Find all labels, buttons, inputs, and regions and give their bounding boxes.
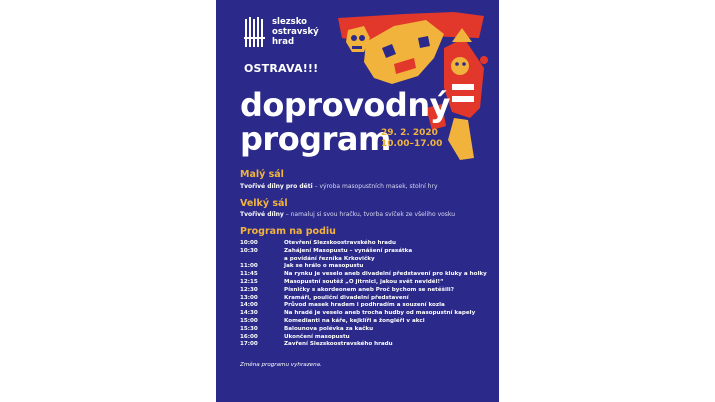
schedule-time: 14:30 — [240, 310, 258, 317]
schedule-row — [240, 248, 490, 256]
section-desc: – výroba masopustních masek, stolní hry — [312, 183, 438, 190]
poster — [216, 0, 499, 402]
section-desc: – namaluj si svou hračku, tvorba svíček ze všeliho vosku — [283, 211, 456, 218]
date-text: 29. 2. 2020 — [381, 128, 438, 138]
schedule-row — [240, 279, 490, 287]
schedule-row — [240, 326, 490, 334]
city-label: OSTRAVA!!! — [244, 62, 319, 75]
schedule-event: Průvod masek hradem i podhradím a souzení kozla — [284, 302, 445, 309]
schedule-time: 10:00 — [240, 240, 258, 246]
title-line-2: program — [240, 120, 391, 158]
castle-logo-icon — [244, 17, 266, 49]
schedule-event: Masopustní soutěž „O jitrnici, jakou svět neviděl!“ — [284, 278, 444, 285]
schedule-event: Zahájení Masopustu – vynášení prasátka — [284, 247, 413, 254]
logo-line: slezsko — [272, 17, 308, 27]
time-text: 10.00–17.00 — [381, 139, 443, 149]
schedule-event: Otevření Slezskoostravského hradu — [284, 240, 397, 246]
schedule-time: 16:00 — [240, 333, 258, 340]
section-bold: Tvořivé dílny pro děti — [240, 183, 313, 190]
schedule-row — [240, 318, 490, 326]
schedule-row — [240, 240, 490, 248]
schedule-time: 12:30 — [240, 286, 258, 293]
section-bold: Tvořivé dílny — [240, 211, 284, 218]
section-text — [240, 183, 438, 190]
schedule-event: a povídání řezníka Krkovičky — [284, 255, 375, 262]
schedule-event: Ukončení masopustu — [284, 333, 350, 340]
schedule-event: Písničky s akordeonem aneb Proč bychom se netěšili? — [284, 286, 454, 293]
schedule-event: Na hradě je veselo aneb trocha hudby od masopustní kapely — [284, 310, 476, 317]
schedule-row — [240, 256, 490, 264]
schedule-time: 10:30 — [240, 247, 258, 254]
section-heading: Velký sál — [240, 198, 288, 209]
schedule-time: 15:30 — [240, 325, 258, 332]
section-heading: Malý sál — [240, 169, 284, 180]
section-text — [240, 211, 455, 218]
schedule-row — [240, 287, 490, 295]
schedule-list — [240, 240, 490, 349]
schedule-row — [240, 302, 490, 310]
schedule-time: 13:00 — [240, 294, 258, 301]
logo-text — [272, 17, 319, 47]
schedule-time: 11:45 — [240, 271, 258, 278]
schedule-time: 15:00 — [240, 317, 258, 324]
schedule-row — [240, 310, 490, 318]
schedule-row — [240, 341, 490, 349]
logo-line: ostravský — [272, 27, 319, 37]
schedule-time: 11:00 — [240, 263, 258, 270]
schedule-event: Komedianti na káře, kejklíři a žongléři v akci — [284, 317, 425, 324]
schedule-time: 12:15 — [240, 278, 258, 285]
schedule-heading: Program na podiu — [240, 226, 336, 237]
title-line-1: doprovodný — [240, 86, 450, 124]
schedule-event: Balounova polévka za kačku — [284, 325, 374, 332]
schedule-event: Zavření Slezskoostravského hradu — [284, 341, 393, 348]
schedule-event: Na rynku je veselo aneb divadelní představení pro kluky a holky — [284, 271, 487, 278]
logo-line: hrad — [272, 37, 295, 47]
schedule-time: 17:00 — [240, 341, 258, 348]
schedule-event: Jak se hrálo o masopustu — [284, 263, 364, 270]
schedule-event: Kramáři, pouliční divadelní představení — [284, 294, 409, 301]
program-note: Změna programu vyhrazena. — [240, 362, 322, 368]
schedule-time: 14:00 — [240, 302, 258, 309]
event-date — [381, 128, 442, 150]
schedule-row — [240, 271, 490, 279]
